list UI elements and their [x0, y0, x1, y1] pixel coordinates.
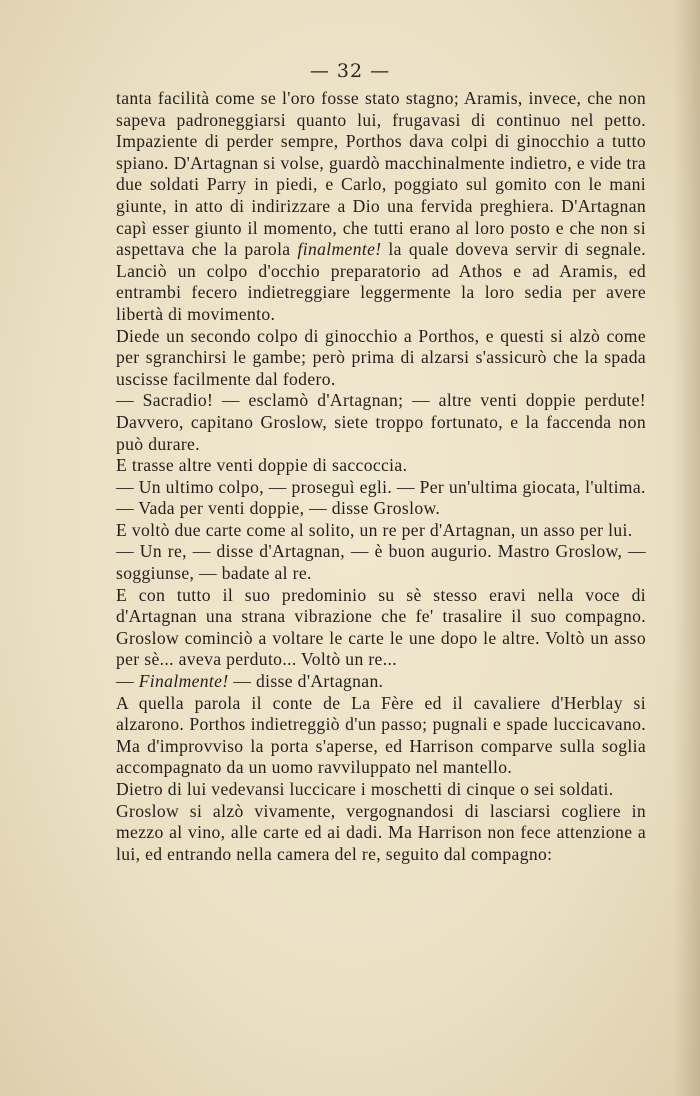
paragraph-1-italic: finalmente! — [297, 239, 382, 260]
paragraph-1-tail: la quale doveva servir di segnale. Lanciò un colpo d'occhio preparatorio ad Athos e ad Aramis, ed entrambi fecero indietreggiare leggermente la loro sedia per avere libertà di movimento. — [116, 239, 646, 324]
paragraph-10-text: — — [116, 671, 139, 692]
paragraph-7: E voltò due carte come al solito, un re per d'Artagnan, un asso per lui. — [116, 519, 633, 540]
paragraph-13: Groslow si alzò vivamente, vergognandosi di lasciarsi cogliere in mezzo al vino, alle carte ed ai dadi. Ma Harrison non fece attenzione a lui, ed entrando nella camera del re, seguito dal compagno: — [116, 800, 646, 864]
paragraph-3: — Sacradio! — esclamò d'Artagnan; — altre venti doppie perdute! Davvero, capitano Groslow, siete troppo fortunato, e la faccenda non può durare. — [116, 390, 646, 454]
paragraph-10-tail: — disse d'Artagnan. — [228, 671, 384, 692]
paragraph-5: — Un ultimo colpo, — proseguì egli. — Per un'ultima giocata, l'ultima. — [116, 476, 646, 497]
paragraph-10-italic: Finalmente! — [138, 671, 229, 692]
paragraph-1-text: tanta facilità come se l'oro fosse stato stagno; Aramis, invece, che non sapeva padroneggiarsi quanto lui, frugavasi di continuo nel petto. Impaziente di perder sempre, Porthos dava colpi di ginocchio a tutto spiano. D'Artagnan si volse, guardò macchinalmente indietro, e vide tra due soldati Parry in piedi, e Carlo, poggiato sul gomito con le mani giunte, in atto di indirizzare a Dio una fervida preghiera. D'Artagnan capì esser giunto il momento, che tutti erano al loro posto e che non si aspettava che la parola — [116, 88, 646, 260]
page-edge-shadow — [674, 0, 700, 1096]
page-number: — 32 — — [309, 60, 391, 82]
paragraph-12: Dietro di lui vedevansi luccicare i moschetti di cinque o sei soldati. — [116, 779, 614, 799]
paragraph-1 — [116, 88, 646, 326]
paragraph-6: — Vada per venti doppie, — disse Groslow. — [116, 498, 441, 519]
paragraph-2: Diede un secondo colpo di ginocchio a Porthos, e questi si alzò come per sgranchirsi le gambe; però prima di alzarsi s'assicurò che la spada uscisse facilmente dal fodero. — [116, 325, 646, 389]
paragraph-10 — [116, 671, 646, 693]
body-text — [116, 88, 646, 865]
paragraph-9: E con tutto il suo predominio su sè stesso eravi nella voce di d'Artagnan una strana vibrazione che fe' trasalire il suo compagno. Groslow cominciò a voltare le carte le une dopo le altre. Voltò un asso per sè... aveva perduto... Voltò un re... — [116, 584, 646, 670]
paragraph-4: E trasse altre venti doppie di saccoccia. — [116, 455, 408, 476]
paragraph-8: — Un re, — disse d'Artagnan, — è buon augurio. Mastro Groslow, — soggiunse, — badate al re. — [116, 541, 646, 584]
paragraph-11: A quella parola il conte de La Fère ed il cavaliere d'Herblay si alzarono. Porthos indietreggiò d'un passo; pugnali e spade luccicavano. Ma d'improvviso la porta s'aperse, ed Harrison comparve sulla soglia accompagnato da un uomo ravviluppato nel mantello. — [116, 692, 646, 778]
